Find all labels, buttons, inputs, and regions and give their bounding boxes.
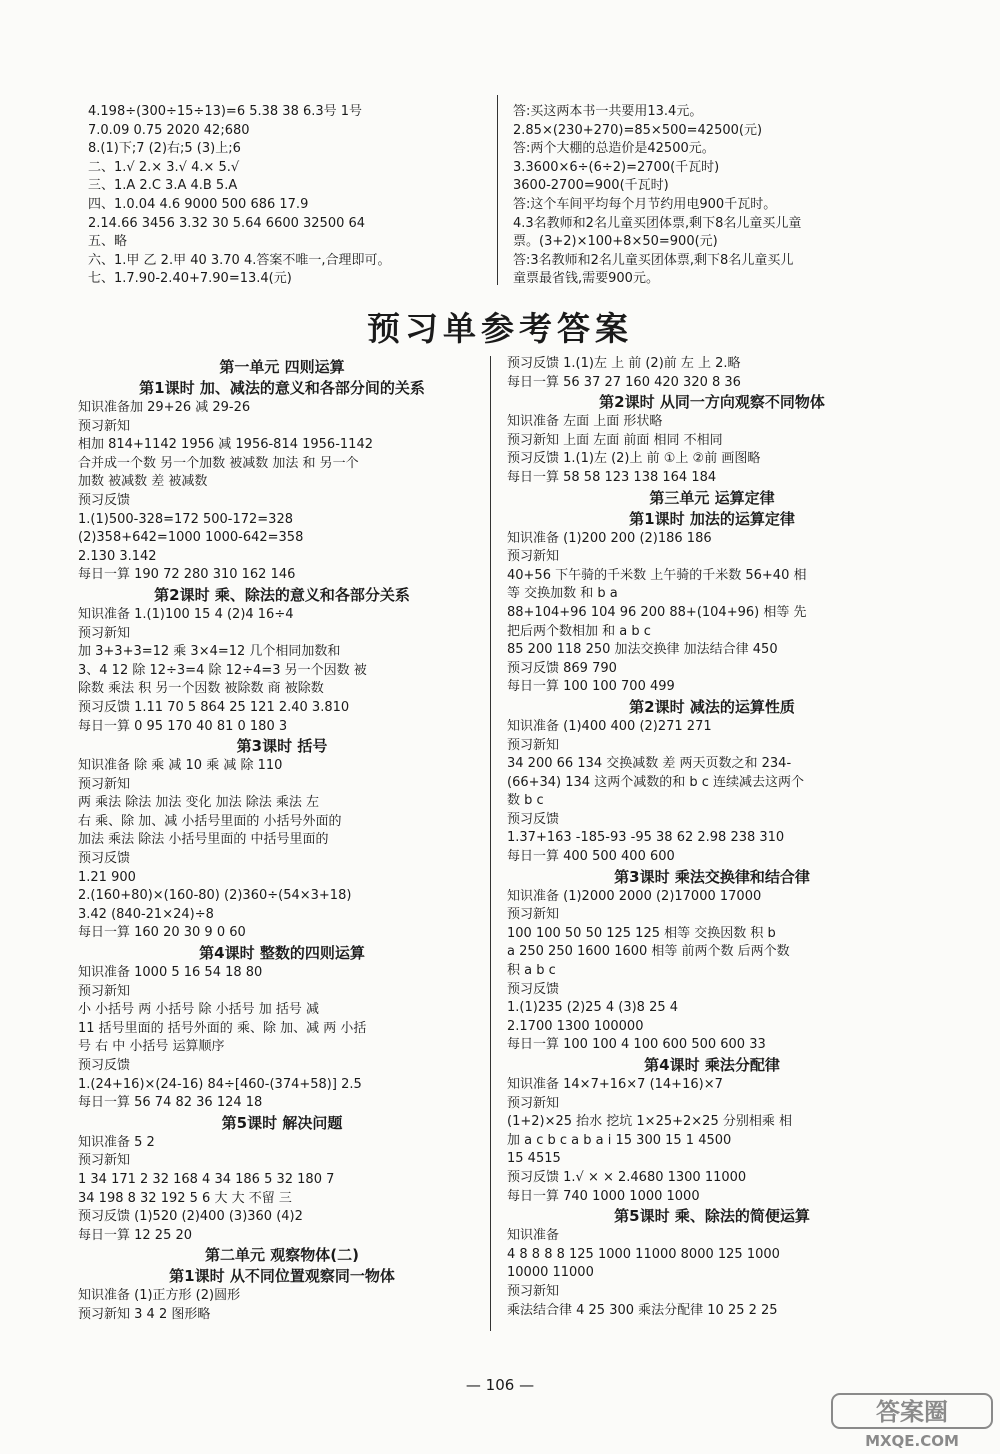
answer-line: 六、1.甲 乙 2.甲 40 3.70 4.答案不唯一,合理即可。	[88, 252, 391, 268]
lesson-heading: 第一单元 四则运算	[219, 358, 345, 376]
watermark-logo	[830, 1392, 994, 1450]
answer-line: (66+34) 134 这两个减数的和 b c 连续减去这两个	[507, 774, 804, 790]
answer-line: 知识准备 14×7+16×7 (14+16)×7	[507, 1077, 723, 1092]
answer-line: 预习反馈	[78, 1058, 131, 1073]
answer-line: 2.14.66 3456 3.32 30 5.64 6600 32500 64	[88, 215, 366, 231]
answer-line: 预习新知	[78, 625, 131, 641]
answer-line: 预习新知	[507, 737, 560, 753]
answer-line: 1.(1)500-328=172 500-172=328	[78, 511, 293, 527]
answer-line: 预习反馈 1.(1)左 上 前 (2)前 左 上 2.略	[507, 356, 741, 371]
answer-line: 11 括号里面的 括号外面的 乘、除 加、减 两 小括	[78, 1020, 367, 1036]
lesson-heading: 第1课时 从不同位置观察同一物体	[169, 1267, 395, 1286]
lesson-heading: 第3课时 括号	[236, 737, 328, 756]
answer-line: 预习新知	[507, 549, 560, 565]
answer-line: 1.21 900	[78, 869, 136, 885]
answer-line: 预习反馈 1.√ × × 2.4680 1300 11000	[507, 1169, 747, 1185]
answer-line: 3.3600×6÷(6÷2)=2700(千瓦时)	[513, 159, 720, 175]
answer-line: 知识准备 (1)2000 2000 (2)17000 17000	[507, 888, 762, 904]
top-left-answers	[88, 103, 493, 289]
lesson-heading: 第2课时 从同一方向观察不同物体	[599, 393, 825, 412]
lesson-heading: 第5课时 乘、除法的简便运算	[614, 1207, 810, 1226]
answer-line: 4.3名教师和2名儿童买团体票,剩下8名儿童买儿童	[513, 215, 802, 231]
answer-line: 五、略	[88, 234, 128, 250]
column-divider-top	[497, 95, 498, 285]
answer-line: 加数 被减数 差 被减数	[78, 474, 208, 490]
lesson-heading: 第1课时 加、减法的意义和各部分间的关系	[139, 379, 425, 397]
answer-line: 七、1.7.90-2.40+7.90=13.4(元)	[88, 271, 292, 287]
answer-line: 票。(3+2)×100+8×50=900(元)	[513, 234, 718, 250]
watermark-text-bottom: MXQE.COM	[865, 1432, 959, 1450]
answer-line: 答:3名教师和2名儿童买团体票,剩下8名儿童买儿	[513, 252, 794, 268]
answer-line: 知识准备 (1)200 200 (2)186 186	[507, 530, 712, 546]
answer-line: 3600-2700=900(千瓦时)	[513, 178, 669, 194]
answer-line: 右 乘、除 加、减 小括号里面的 小括号外面的	[78, 813, 342, 829]
answer-line: 预习新知 3 4 2 图形略	[78, 1306, 211, 1322]
answer-line: 知识准备 左面 上面 形状略	[507, 414, 663, 430]
left-column	[78, 357, 486, 1325]
answer-line: 34 198 8 32 192 5 6 大 大 不留 三	[78, 1190, 292, 1206]
answer-line: 加 3+3+3=12 乘 3×4=12 几个相同加数和	[78, 644, 341, 660]
answer-line: 每日一算 160 20 30 9 0 60	[78, 925, 246, 941]
answer-line: 小 小括号 两 小括号 除 小括号 加 括号 减	[78, 1002, 320, 1018]
answer-line: 预习新知	[507, 1095, 560, 1111]
answer-line: 85 200 118 250 加法交换律 加法结合律 450	[507, 642, 778, 658]
answer-line: 1.37+163 -185-93 -95 38 62 2.98 238 310	[507, 830, 785, 846]
answer-line: 3、4 12 除 12÷3=4 除 12÷4=3 另一个因数 被	[78, 662, 367, 678]
answer-line: 2.(160+80)×(160-80) (2)360÷(54×3+18)	[78, 888, 352, 904]
answer-line: 三、1.A 2.C 3.A 4.B 5.A	[88, 178, 238, 194]
answer-line: 等 交换加数 和 b a	[507, 586, 618, 602]
answer-line: 预习新知	[78, 776, 131, 792]
answer-line: 知识准备 1000 5 16 54 18 80	[78, 965, 263, 981]
answer-line: 答:买这两本书一共要用13.4元。	[513, 104, 703, 119]
answer-line: 答:这个车间平均每个月节约用电900千瓦时。	[513, 196, 777, 212]
answer-line: 预习反馈 869 790	[507, 660, 617, 676]
answer-line: 预习反馈	[507, 981, 560, 997]
answer-line: 童票最省钱,需要900元。	[513, 271, 659, 287]
answer-line: 2.130 3.142	[78, 548, 157, 564]
answer-line: 预习新知	[78, 983, 131, 999]
answer-line: 4.198÷(300÷15÷13)=6 5.38 38 6.3号 1号	[88, 104, 363, 119]
answer-line: 每日一算 56 37 27 160 420 320 8 36	[507, 374, 741, 390]
answer-line: 乘法结合律 4 25 300 乘法分配律 10 25 2 25	[507, 1302, 778, 1318]
answer-line: 知识准备 1.(1)100 15 4 (2)4 16÷4	[78, 606, 294, 622]
top-right-answers	[513, 103, 953, 289]
answer-line: 四、1.0.04 4.6 9000 500 686 17.9	[88, 196, 309, 212]
answer-line: a 250 250 1600 1600 相等 前两个数 后两个数	[507, 944, 790, 960]
answer-line: 10000 11000	[507, 1265, 594, 1281]
answer-line: (1+2)×25 抬水 挖坑 1×25+2×25 分别相乘 相	[507, 1114, 792, 1130]
answer-line: 100 100 50 50 125 125 相等 交换因数 积 b	[507, 925, 776, 941]
answer-line: 40+56 下午骑的千米数 上午骑的千米数 56+40 相	[507, 567, 807, 583]
lesson-heading: 第2课时 乘、除法的意义和各部分关系	[154, 585, 410, 604]
answer-line: 1 34 171 2 32 168 4 34 186 5 32 180 7	[78, 1171, 335, 1187]
lesson-heading: 第2课时 减法的运算性质	[629, 697, 795, 716]
answer-line: 两 乘法 除法 加法 变化 加法 除法 乘法 左	[78, 795, 320, 811]
answer-line: 2.85×(230+270)=85×500=42500(元)	[513, 122, 763, 138]
lesson-heading: 第4课时 乘法分配律	[644, 1056, 780, 1074]
lesson-heading: 第4课时 整数的四则运算	[199, 944, 365, 963]
lesson-heading: 第5课时 解决问题	[221, 1113, 343, 1132]
answer-line: 知识准备 (1)正方形 (2)圆形	[78, 1288, 241, 1304]
lesson-heading: 第三单元 运算定律	[649, 488, 775, 507]
answer-line: 每日一算 58 58 123 138 164 184	[507, 469, 717, 485]
answer-line: 每日一算 100 100 4 100 600 500 600 33	[507, 1037, 766, 1053]
answer-line: 加 a c b c a b a i 15 300 15 1 4500	[507, 1132, 732, 1148]
page-number: — 106 —	[465, 1376, 535, 1394]
answer-line: 15 4515	[507, 1151, 561, 1167]
answer-line: 预习反馈	[507, 811, 560, 827]
answer-line: 1.(1)235 (2)25 4 (3)8 25 4	[507, 1000, 679, 1016]
answer-line: 预习新知 上面 左面 前面 相同 不相同	[507, 432, 723, 448]
answer-line: 加法 乘法 除法 小括号里面的 中括号里面的	[78, 832, 329, 848]
answer-line: 每日一算 400 500 400 600	[507, 849, 675, 865]
answer-line: 1.(24+16)×(24-16) 84÷[460-(374+58)] 2.5	[78, 1076, 362, 1092]
answer-line: 2.1700 1300 100000	[507, 1018, 644, 1034]
answer-line: 积 a b c	[507, 963, 556, 979]
answer-line: 每日一算 0 95 170 40 81 0 180 3	[78, 718, 288, 734]
answer-line: 预习反馈 1.11 70 5 864 25 121 2.40 3.810	[78, 699, 350, 715]
answer-line: 每日一算 740 1000 1000 1000	[507, 1188, 700, 1204]
answer-line: 知识准备 除 乘 减 10 乘 减 除 110	[78, 758, 283, 774]
answer-line: 预习反馈 (1)520 (2)400 (3)360 (4)2	[78, 1209, 303, 1225]
answer-line: 34 200 66 134 交换减数 差 两天页数之和 234-	[507, 756, 792, 772]
answer-line: 预习新知	[507, 907, 560, 923]
answer-line: 每日一算 12 25 20	[78, 1227, 193, 1243]
answer-line: 合并成一个数 另一个加数 被减数 加法 和 另一个	[78, 455, 359, 471]
answer-line: 把后两个数相加 和 a b c	[507, 623, 651, 639]
answer-line: 每日一算 56 74 82 36 124 18	[78, 1095, 263, 1111]
section-title: 预习单参考答案	[367, 309, 633, 348]
answer-line: 相加 814+1142 1956 减 1956-814 1956-1142	[78, 437, 373, 453]
lesson-heading: 第二单元 观察物体(二)	[205, 1246, 359, 1265]
answer-line: 7.0.09 0.75 2020 42;680	[88, 122, 250, 138]
answer-line: 数 b c	[507, 793, 544, 809]
answer-line: 预习反馈	[78, 851, 131, 867]
answer-line: 预习新知	[78, 418, 131, 434]
answer-line: 二、1.√ 2.× 3.√ 4.× 5.√	[88, 159, 240, 175]
answer-line: 除数 乘法 积 另一个因数 被除数 商 被除数	[78, 681, 324, 697]
answer-line: 预习反馈 1.(1)左 (2)上 前 ①上 ②前 画图略	[507, 451, 761, 467]
lesson-heading: 第3课时 乘法交换律和结合律	[614, 867, 810, 886]
answer-line: 知识准备 (1)400 400 (2)271 271	[507, 718, 712, 734]
answer-line: 4 8 8 8 8 125 1000 11000 8000 125 1000	[507, 1246, 780, 1262]
answer-line: 知识准备	[507, 1228, 560, 1244]
watermark-text-top: 答案圈	[876, 1398, 948, 1426]
answer-line: 预习新知	[507, 1283, 560, 1299]
answer-line: (2)358+642=1000 1000-642=358	[78, 530, 304, 546]
answer-line: 每日一算 190 72 280 310 162 146	[78, 567, 296, 583]
answer-line: 预习反馈	[78, 492, 131, 508]
answer-line: 号 右 中 小括号 运算顺序	[78, 1039, 225, 1055]
column-divider-main	[490, 356, 491, 1331]
answer-line: 预习新知	[78, 1153, 131, 1169]
answer-line: 3.42 (840-21×24)÷8	[78, 906, 214, 922]
answer-line: 88+104+96 104 96 200 88+(104+96) 相等 先	[507, 604, 807, 620]
answer-line: 答:两个大棚的总造价是42500元。	[513, 141, 715, 157]
answer-line: 知识准备 5 2	[78, 1134, 155, 1150]
right-column	[507, 355, 917, 1320]
answer-line: 知识准备加 29+26 减 29-26	[78, 400, 251, 415]
answer-line: 每日一算 100 100 700 499	[507, 679, 675, 695]
lesson-heading: 第1课时 加法的运算定律	[629, 509, 795, 528]
answer-line: 8.(1)下;7 (2)右;5 (3)上;6	[88, 141, 241, 157]
